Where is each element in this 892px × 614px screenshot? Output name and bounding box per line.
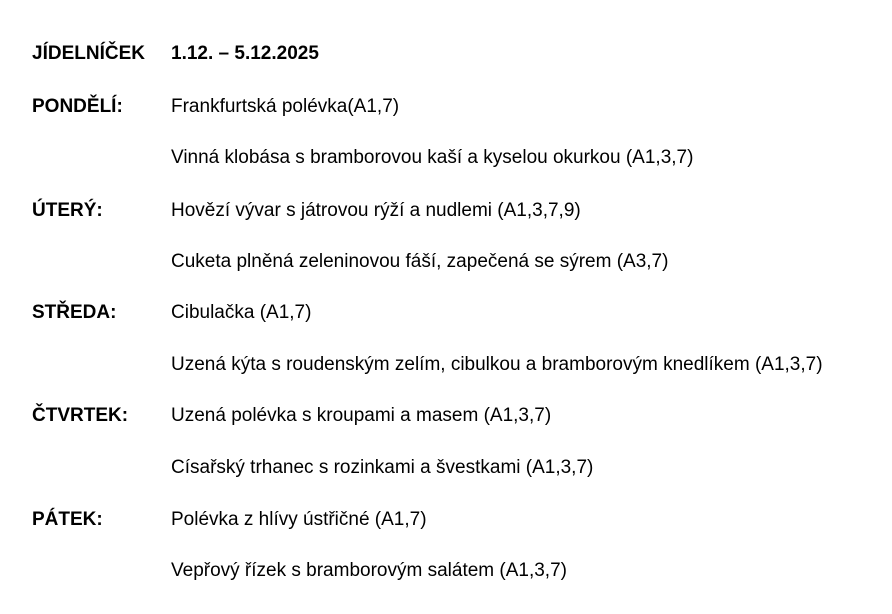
day-label-thursday: ČTVRTEK: bbox=[32, 405, 129, 426]
menu-date-range: 1.12. – 5.12.2025 bbox=[171, 43, 319, 64]
menu-item-monday-soup: Frankfurtská polévka(A1,7) bbox=[171, 96, 400, 117]
day-label-wednesday: STŘEDA: bbox=[32, 302, 117, 323]
menu-item-tuesday-soup: Hovězí vývar s játrovou rýží a nudlemi (A1,3,7,9) bbox=[171, 200, 581, 221]
day-label-friday: PÁTEK: bbox=[32, 509, 103, 530]
menu-item-friday-main: Vepřový řízek s bramborovým salátem (A1,3,7) bbox=[171, 560, 567, 581]
menu-item-monday-main: Vinná klobása s bramborovou kaší a kyselou okurkou (A1,3,7) bbox=[171, 147, 694, 168]
menu-item-wednesday-main: Uzená kýta s roudenským zelím, cibulkou a bramborovým knedlíkem (A1,3,7) bbox=[171, 354, 823, 375]
day-label-monday: PONDĚLÍ: bbox=[32, 96, 123, 117]
menu-item-thursday-soup: Uzená polévka s kroupami a masem (A1,3,7) bbox=[171, 405, 552, 426]
menu-item-tuesday-main: Cuketa plněná zeleninovou fáší, zapečená se sýrem (A3,7) bbox=[171, 251, 669, 272]
menu-item-thursday-main: Císařský trhanec s rozinkami a švestkami (A1,3,7) bbox=[171, 457, 594, 478]
menu-title: JÍDELNÍČEK bbox=[32, 43, 145, 64]
day-label-tuesday: ÚTERÝ: bbox=[32, 200, 103, 221]
menu-item-wednesday-soup: Cibulačka (A1,7) bbox=[171, 302, 312, 323]
menu-item-friday-soup: Polévka z hlívy ústřičné (A1,7) bbox=[171, 509, 427, 530]
